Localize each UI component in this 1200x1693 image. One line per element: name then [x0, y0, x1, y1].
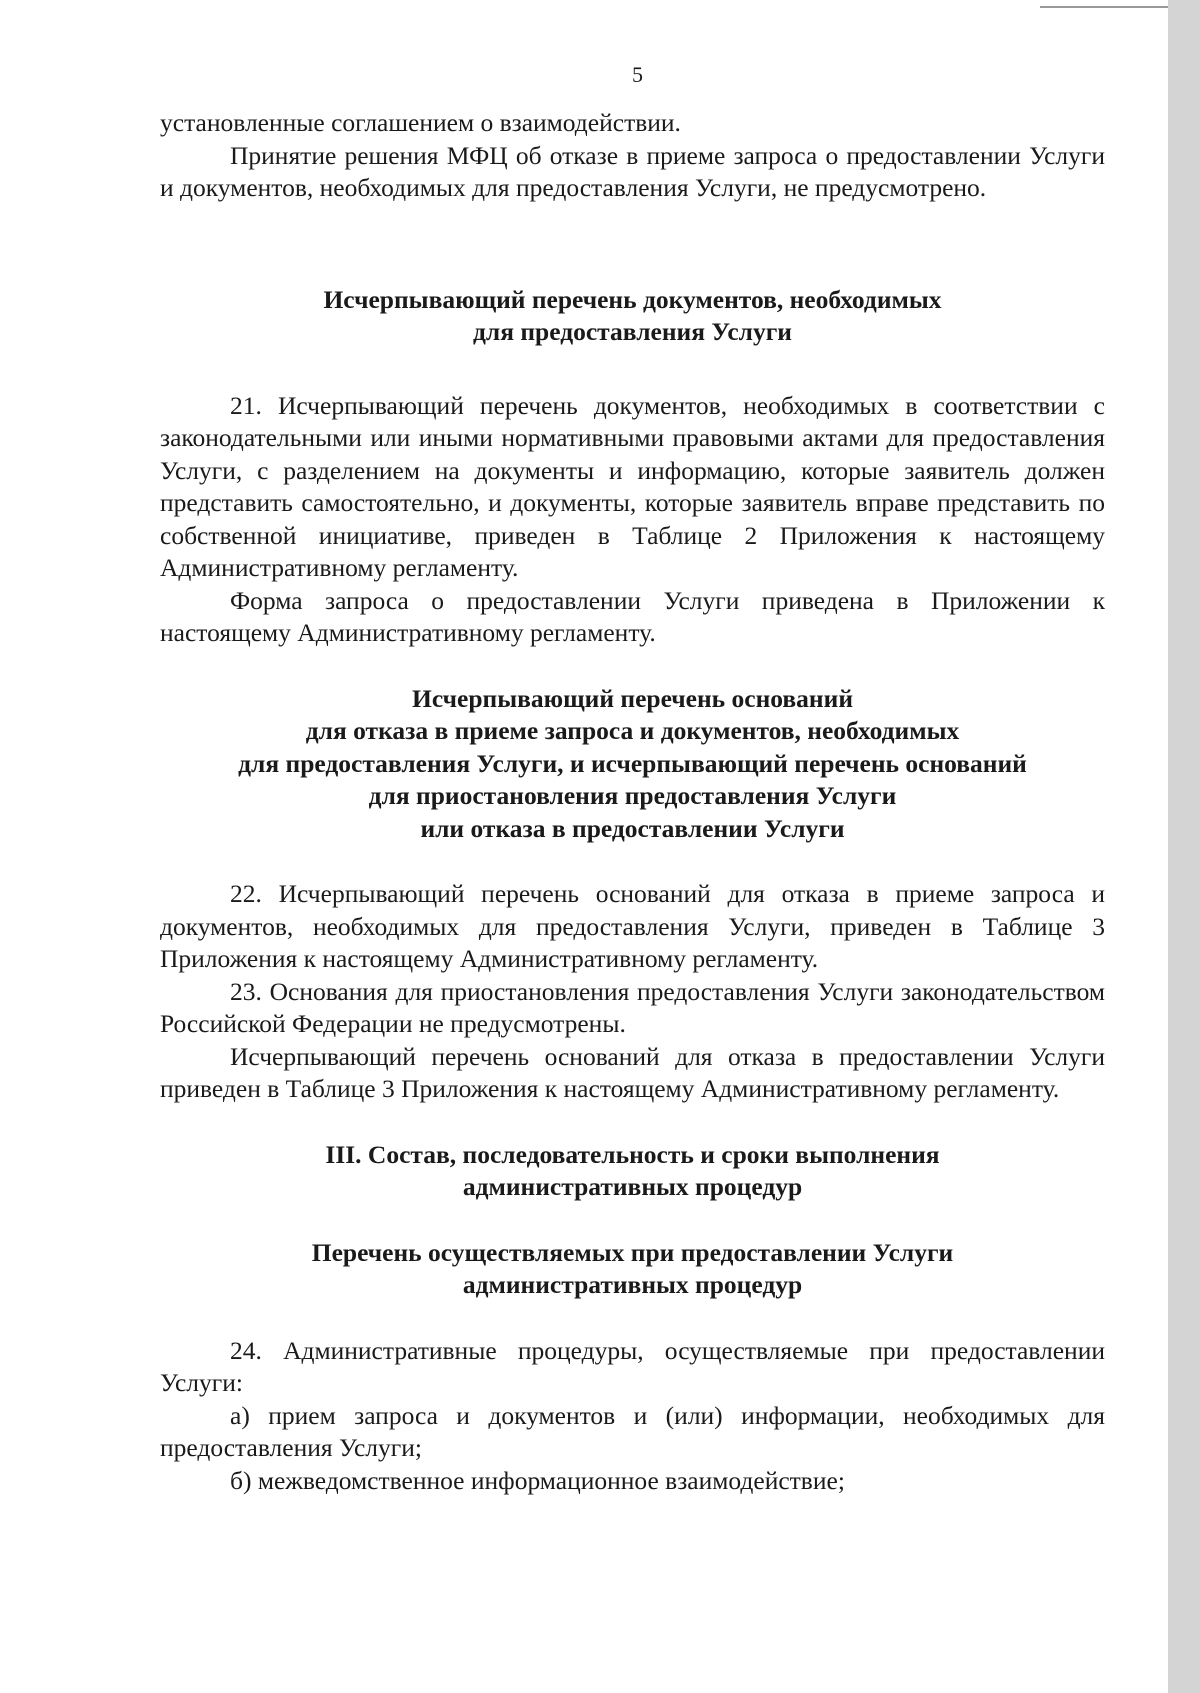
paragraph-mfc-refusal: Принятие решения МФЦ об отказе в приеме запроса о предоставлении Услуги и документов, необходимых для предоставления Услуги, не предусмотрено. [160, 140, 1105, 202]
list-item-b: б) межведомственное информационное взаимодействие; [230, 1465, 845, 1495]
paragraph-23: 23. Основания для приостановления предоставления Услуги законодательством Российской Федерации не предусмотрены. [160, 976, 1105, 1038]
paragraph-refusal-list: Исчерпывающий перечень оснований для отказа в предоставлении Услуги приведен в Таблице 3 Приложения к настоящему Административному регламенту. [160, 1041, 1105, 1103]
heading-section-iii: III. Состав, последовательность и сроки выполнения административных процедур [325, 1139, 940, 1201]
scan-gray-margin [1168, 0, 1200, 1693]
scan-top-rule [1040, 6, 1168, 8]
paragraph-request-form: Форма запроса о предоставлении Услуги приведена в Приложении к настоящему Административному регламенту. [160, 585, 1105, 647]
heading-refusal-grounds: Исчерпывающий перечень оснований для отказа в приеме запроса и документов, необходимых для предоставления Услуги, и исчерпывающий перечень оснований для приостановления предоставления Услуги или отказа в предоставлении Услуги [238, 683, 1027, 843]
page-number: 5 [632, 62, 643, 87]
paragraph-22: 22. Исчерпывающий перечень оснований для отказа в приеме запроса и документов, необходимых для предоставления Услуги, приведен в Таблице 3 Приложения к настоящему Административному регламенту. [160, 879, 1105, 973]
heading-documents-list: Исчерпывающий перечень документов, необходимых для предоставления Услуги [323, 284, 942, 346]
list-item-a: а) прием запроса и документов и (или) информации, необходимых для предоставления Услуги; [160, 1400, 1105, 1462]
paragraph-21: 21. Исчерпывающий перечень документов, необходимых в соответствии с законодательными или иными нормативными правовыми актами для предоставления Услуги, с разделением на документы и информацию, которые заявитель должен представить самостоятельно, и документы, которые заявитель вправе представить по собственной инициативе, приведен в Таблице 2 Приложения к настоящему Административному регламенту. [160, 390, 1105, 582]
heading-procedures-list: Перечень осуществляемых при предоставлении Услуги административных процедур [311, 1237, 954, 1299]
paragraph-24: 24. Административные процедуры, осуществляемые при предоставлении Услуги: [160, 1335, 1105, 1397]
paragraph-continuation: установленные соглашением о взаимодействии. [160, 108, 681, 137]
document-body [160, 107, 1105, 1497]
